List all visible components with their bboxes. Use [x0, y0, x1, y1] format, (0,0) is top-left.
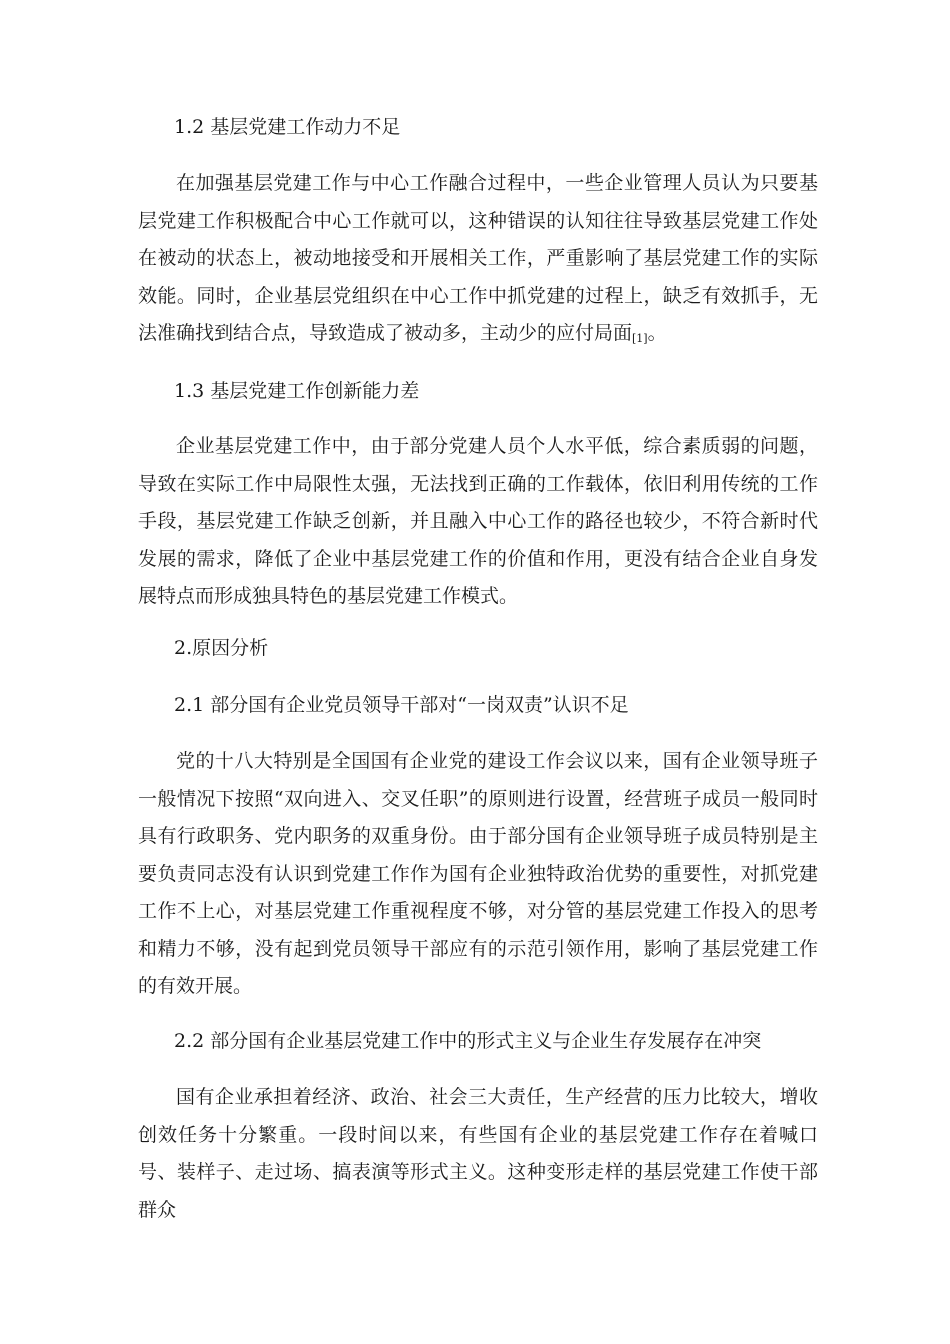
section-heading-1-3: 1.3 基层党建工作创新能力差 — [174, 380, 420, 402]
section-heading-1-2: 1.2 基层党建工作动力不足 — [174, 116, 401, 138]
section-heading-2-1: 2.1 部分国有企业党员领导干部对“一岗双责”认识不足 — [174, 694, 629, 716]
section-heading-2-2: 2.2 部分国有企业基层党建工作中的形式主义与企业生存发展存在冲突 — [174, 1030, 762, 1052]
section-paragraph-2-2: 国有企业承担着经济、政治、社会三大责任，生产经营的压力比较大，增收创效任务十分繁重。一段时间以来，有些国有企业的基层党建工作存在着喊口号、装样子、走过场、搞表演等形式主义。这种变形走样的基层党建工作使干部群众 — [138, 1086, 818, 1221]
paragraph-end: 。 — [647, 322, 667, 344]
section-paragraph-1-2 — [138, 165, 818, 358]
section-heading-2: 2.原因分析 — [174, 637, 269, 659]
section-paragraph-1-3: 企业基层党建工作中，由于部分党建人员个人水平低，综合素质弱的问题，导致在实际工作中局限性太强，无法找到正确的工作载体，依旧利用传统的工作手段，基层党建工作缺乏创新，并且融入中心工作的路径也较少，不符合新时代发展的需求，降低了企业中基层党建工作的价值和作用，更没有结合企业自身发展特点而形成独具特色的基层党建工作模式。 — [138, 435, 818, 607]
section-paragraph-2-1: 党的十八大特别是全国国有企业党的建设工作会议以来，国有企业领导班子一般情况下按照“双向进入、交叉任职”的原则进行设置，经营班子成员一般同时具有行政职务、党内职务的双重身份。由于部分国有企业领导班子成员特别是主要负责同志没有认识到党建工作作为国有企业独特政治优势的重要性，对抓党建工作不上心，对基层党建工作重视程度不够，对分管的基层党建工作投入的思考和精力不够，没有起到党员领导干部应有的示范引领作用，影响了基层党建工作的有效开展。 — [138, 750, 818, 997]
paragraph-text: 在加强基层党建工作与中心工作融合过程中，一些企业管理人员认为只要基层党建工作积极配合中心工作就可以，这种错误的认知往往导致基层党建工作处在被动的状态上，被动地接受和开展相关工作，严重影响了基层党建工作的实际效能。同时，企业基层党组织在中心工作中抓党建的过程上，缺乏有效抓手，无法准确找到结合点，导致造成了被动多，主动少的应付局面 — [138, 172, 818, 344]
citation-reference: [1] — [632, 332, 648, 345]
